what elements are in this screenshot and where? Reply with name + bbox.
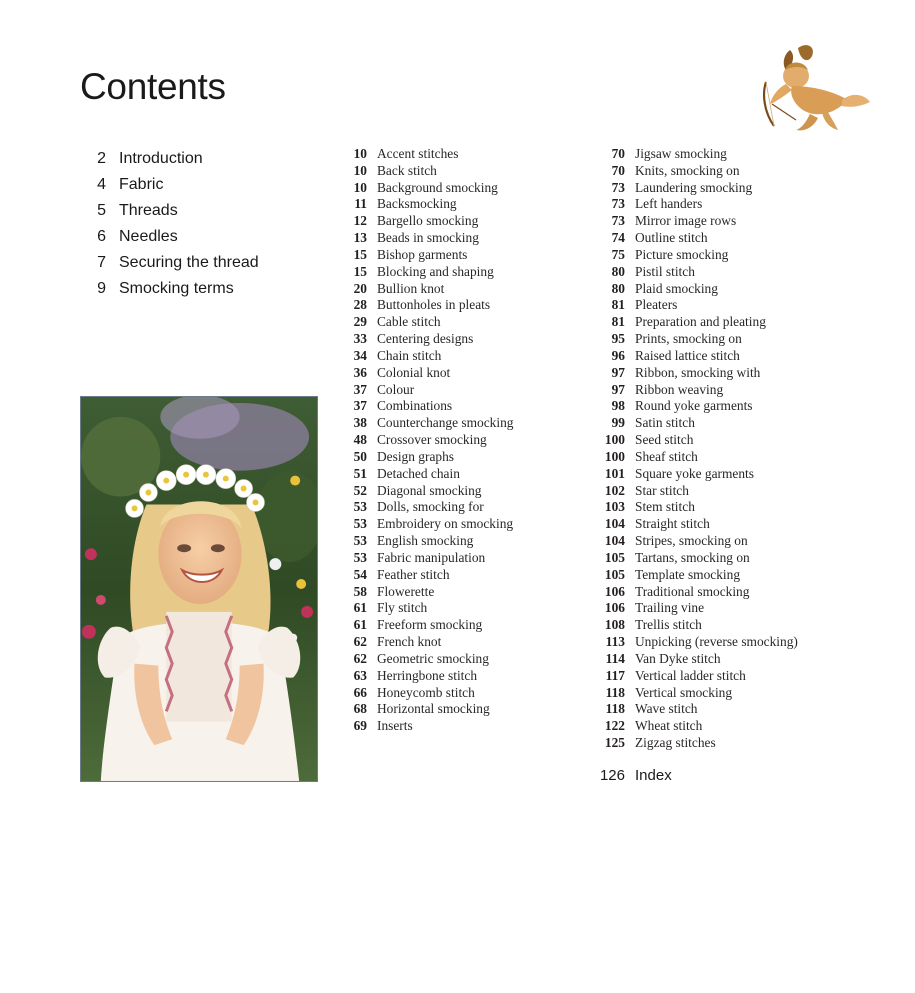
toc-entry[interactable]: [338, 365, 513, 382]
entry-title: Knits, smocking on: [635, 162, 740, 178]
entry-title: Van Dyke stitch: [635, 650, 721, 666]
toc-entry[interactable]: [594, 180, 798, 197]
entry-title: Satin stitch: [635, 415, 695, 431]
toc-entry[interactable]: [338, 146, 513, 163]
entry-title: Template smocking: [635, 566, 741, 582]
toc-entry[interactable]: [594, 668, 798, 685]
page-number: 20: [353, 280, 367, 296]
toc-main-item[interactable]: [80, 146, 300, 172]
toc-column-1: [338, 146, 513, 735]
toc-main-item[interactable]: [80, 250, 300, 276]
page-number: 80: [611, 263, 625, 279]
toc-entry[interactable]: [338, 483, 513, 500]
toc-entry[interactable]: [338, 449, 513, 466]
page-number: 37: [353, 398, 367, 414]
toc-entry[interactable]: [594, 718, 798, 735]
page-number: 58: [353, 583, 367, 599]
entry-title: Backsmocking: [377, 196, 457, 212]
toc-entry[interactable]: [338, 685, 513, 702]
entry-title: Fly stitch: [377, 600, 428, 616]
page-number: 10: [353, 146, 367, 161]
entry-title: Pistil stitch: [635, 263, 695, 279]
entry-title: Star stitch: [635, 482, 689, 498]
page-number: 114: [605, 650, 625, 666]
entry-title: Square yoke garments: [635, 465, 754, 481]
page-number: 15: [353, 263, 367, 279]
page-number: 81: [611, 314, 625, 330]
toc-entry[interactable]: [594, 415, 798, 432]
toc-entry[interactable]: [594, 483, 798, 500]
entry-title: Wheat stitch: [635, 718, 703, 734]
toc-entry[interactable]: [594, 600, 798, 617]
entry-title: Dolls, smocking for: [377, 499, 484, 515]
toc-entry[interactable]: [594, 247, 798, 264]
entry-title: Zigzag stitches: [635, 734, 716, 750]
page-number: 81: [611, 297, 625, 313]
page-number: 52: [353, 482, 367, 498]
entry-title: Sheaf stitch: [635, 448, 698, 464]
entry-title: Flowerette: [377, 583, 435, 599]
page-number: 33: [353, 331, 367, 347]
entry-title: Mirror image rows: [635, 213, 737, 229]
entry-title: Straight stitch: [635, 516, 710, 532]
page-number: 34: [353, 347, 367, 363]
page-number: 15: [353, 246, 367, 262]
page-number: 13: [353, 230, 367, 246]
entry-title: Beads in smocking: [377, 230, 479, 246]
section-title: Introduction: [119, 150, 203, 167]
section-title: Smocking terms: [119, 280, 234, 297]
entry-title: Vertical smocking: [635, 684, 733, 700]
page-number: 105: [604, 549, 625, 565]
index-title: Index: [635, 767, 672, 784]
toc-entry[interactable]: [338, 415, 513, 432]
page-number: 74: [611, 230, 625, 246]
toc-entry[interactable]: [594, 634, 798, 651]
entry-title: Centering designs: [377, 331, 474, 347]
toc-entry[interactable]: [338, 213, 513, 230]
page-number: 69: [353, 718, 367, 734]
entry-title: Inserts: [377, 718, 413, 734]
page-number: 106: [604, 600, 625, 616]
entry-title: Counterchange smocking: [377, 415, 514, 431]
toc-entry[interactable]: [338, 348, 513, 365]
page-number: 118: [605, 701, 625, 717]
toc-entry[interactable]: [594, 365, 798, 382]
toc-entry[interactable]: [594, 466, 798, 483]
toc-entry[interactable]: [594, 314, 798, 331]
page-number: 62: [353, 634, 367, 650]
page-number: 61: [353, 600, 367, 616]
entry-title: Fabric manipulation: [377, 549, 486, 565]
toc-entry[interactable]: [338, 516, 513, 533]
page-number: 118: [605, 684, 625, 700]
page-number: 29: [353, 314, 367, 330]
entry-title: Freeform smocking: [377, 617, 483, 633]
toc-entry[interactable]: [338, 617, 513, 634]
page-number: 75: [611, 246, 625, 262]
toc-entry[interactable]: [594, 516, 798, 533]
toc-main-item[interactable]: [80, 198, 300, 224]
toc-entry[interactable]: [338, 297, 513, 314]
entry-title: Outline stitch: [635, 230, 708, 246]
toc-entry[interactable]: [594, 213, 798, 230]
toc-entry[interactable]: [338, 281, 513, 298]
toc-entry[interactable]: [338, 163, 513, 180]
entry-title: Colour: [377, 381, 415, 397]
page-number: 2: [97, 150, 106, 167]
page-number: 100: [604, 432, 625, 448]
toc-entry[interactable]: [594, 163, 798, 180]
page-number: 48: [353, 432, 367, 448]
entry-title: Vertical ladder stitch: [635, 667, 746, 683]
entry-title: Buttonholes in pleats: [377, 297, 491, 313]
page-number: 117: [605, 667, 625, 683]
page-number: 99: [611, 415, 625, 431]
page-number: 113: [605, 634, 625, 650]
entry-title: Crossover smocking: [377, 432, 487, 448]
entry-title: Preparation and pleating: [635, 314, 766, 330]
page-number: 122: [604, 718, 625, 734]
toc-entry[interactable]: [594, 281, 798, 298]
entry-title: Pleaters: [635, 297, 678, 313]
entry-title: Jigsaw smocking: [635, 146, 727, 161]
entry-title: French knot: [377, 634, 442, 650]
toc-entry[interactable]: [594, 533, 798, 550]
entry-title: Trellis stitch: [635, 617, 702, 633]
entry-title: Prints, smocking on: [635, 331, 742, 347]
page-number: 10: [353, 162, 367, 178]
toc-entry[interactable]: [594, 685, 798, 702]
page-number: 54: [353, 566, 367, 582]
page-number: 70: [611, 162, 625, 178]
toc-entry[interactable]: [338, 668, 513, 685]
page-title: Contents: [80, 66, 226, 107]
toc-entry[interactable]: [594, 651, 798, 668]
entry-title: Design graphs: [377, 448, 454, 464]
page-number: 12: [353, 213, 367, 229]
page-number: 100: [604, 448, 625, 464]
toc-entry[interactable]: [338, 247, 513, 264]
toc-entry[interactable]: [338, 550, 513, 567]
page-number: 103: [604, 499, 625, 515]
toc-entry[interactable]: [338, 634, 513, 651]
toc-entry[interactable]: [338, 382, 513, 399]
page-number: 70: [611, 146, 625, 161]
toc-entry[interactable]: [338, 584, 513, 601]
toc-main-item[interactable]: [80, 224, 300, 250]
toc-column-2: [594, 146, 798, 752]
entry-title: Horizontal smocking: [377, 701, 490, 717]
toc-entry[interactable]: [594, 567, 798, 584]
entry-title: Stem stitch: [635, 499, 695, 515]
page-number: 66: [353, 684, 367, 700]
entry-title: Ribbon weaving: [635, 381, 724, 397]
entry-title: Bargello smocking: [377, 213, 479, 229]
toc-entry[interactable]: [338, 600, 513, 617]
page-number: 4: [97, 176, 106, 193]
page-number: 36: [353, 364, 367, 380]
entry-title: English smocking: [377, 533, 474, 549]
entry-title: Back stitch: [377, 162, 437, 178]
entry-title: Bishop garments: [377, 246, 468, 262]
toc-entry[interactable]: [338, 567, 513, 584]
entry-title: Herringbone stitch: [377, 667, 478, 683]
toc-entry[interactable]: [594, 584, 798, 601]
page-number: 38: [353, 415, 367, 431]
entry-title: Laundering smocking: [635, 179, 753, 195]
girl-photo: [80, 396, 318, 782]
cherub-illustration: [752, 42, 876, 134]
entry-title: Ribbon, smocking with: [635, 364, 761, 380]
page-number: 80: [611, 280, 625, 296]
toc-entry[interactable]: [338, 718, 513, 735]
entry-title: Unpicking (reverse smocking): [635, 634, 798, 650]
main-sections-list: [80, 146, 300, 302]
toc-entry[interactable]: [594, 382, 798, 399]
page-number: 61: [353, 617, 367, 633]
page-number: 104: [604, 533, 625, 549]
page-number: 63: [353, 667, 367, 683]
page-number: 53: [353, 549, 367, 565]
page-number: 73: [611, 213, 625, 229]
toc-entry[interactable]: [338, 264, 513, 281]
entry-title: Background smocking: [377, 179, 498, 195]
page-number: 11: [354, 196, 367, 212]
entry-title: Diagonal smocking: [377, 482, 482, 498]
toc-entry[interactable]: [338, 314, 513, 331]
page-number: 95: [611, 331, 625, 347]
entry-title: Traditional smocking: [635, 583, 750, 599]
toc-entry[interactable]: [594, 146, 798, 163]
page-number: 9: [97, 280, 106, 297]
page-number: 68: [353, 701, 367, 717]
toc-entry[interactable]: [338, 180, 513, 197]
entry-title: Stripes, smocking on: [635, 533, 748, 549]
toc-entry[interactable]: [594, 331, 798, 348]
page-number: 51: [353, 465, 367, 481]
toc-entry[interactable]: [594, 735, 798, 752]
section-title: Needles: [119, 228, 178, 245]
entry-title: Feather stitch: [377, 566, 450, 582]
page-number: 105: [604, 566, 625, 582]
page-number: 37: [353, 381, 367, 397]
page-number: 6: [97, 228, 106, 245]
entry-title: Raised lattice stitch: [635, 347, 740, 363]
page-number: 102: [604, 482, 625, 498]
section-title: Fabric: [119, 176, 164, 193]
toc-entry[interactable]: [594, 297, 798, 314]
page-number: 53: [353, 499, 367, 515]
entry-title: Trailing vine: [635, 600, 705, 616]
toc-main-item[interactable]: [80, 276, 300, 302]
entry-title: Picture smocking: [635, 246, 729, 262]
page-number: 106: [604, 583, 625, 599]
toc-entry[interactable]: [594, 264, 798, 281]
page-number: 98: [611, 398, 625, 414]
entry-title: Round yoke garments: [635, 398, 753, 414]
page-number: 125: [604, 734, 625, 750]
page-number: 96: [611, 347, 625, 363]
page-number: 97: [611, 381, 625, 397]
entry-title: Bullion knot: [377, 280, 445, 296]
toc-entry[interactable]: [338, 432, 513, 449]
page-number: 10: [353, 179, 367, 195]
page-number: 53: [353, 516, 367, 532]
entry-title: Geometric smocking: [377, 650, 489, 666]
toc-entry[interactable]: [594, 449, 798, 466]
toc-entry[interactable]: [594, 230, 798, 247]
toc-main-item[interactable]: [80, 172, 300, 198]
entry-title: Cable stitch: [377, 314, 441, 330]
toc-entry[interactable]: [338, 331, 513, 348]
toc-entry[interactable]: [594, 398, 798, 415]
entry-title: Combinations: [377, 398, 453, 414]
page-number: 53: [353, 533, 367, 549]
entry-title: Wave stitch: [635, 701, 698, 717]
entry-title: Accent stitches: [377, 146, 459, 161]
page-number: 5: [97, 202, 106, 219]
toc-entry[interactable]: [594, 348, 798, 365]
page-number: 73: [611, 196, 625, 212]
toc-entry[interactable]: [338, 651, 513, 668]
page-number: 62: [353, 650, 367, 666]
toc-entry[interactable]: [338, 533, 513, 550]
toc-entry[interactable]: [594, 550, 798, 567]
page-number: 104: [604, 516, 625, 532]
page-number: 7: [97, 254, 106, 271]
page-number: 126: [599, 767, 625, 784]
toc-entry[interactable]: [594, 701, 798, 718]
entry-title: Colonial knot: [377, 364, 451, 380]
entry-title: Left handers: [635, 196, 703, 212]
entry-title: Embroidery on smocking: [377, 516, 514, 532]
toc-entry[interactable]: [338, 398, 513, 415]
toc-index-item[interactable]: [594, 766, 672, 786]
toc-entry[interactable]: [594, 617, 798, 634]
section-title: Threads: [119, 202, 178, 219]
entry-title: Blocking and shaping: [377, 263, 494, 279]
page-number: 50: [353, 448, 367, 464]
section-title: Securing the thread: [119, 254, 259, 271]
page-number: 28: [353, 297, 367, 313]
page-number: 108: [604, 617, 625, 633]
toc-entry[interactable]: [338, 499, 513, 516]
toc-entry[interactable]: [338, 466, 513, 483]
entry-title: Detached chain: [377, 465, 460, 481]
entry-title: Plaid smocking: [635, 280, 718, 296]
toc-entry[interactable]: [338, 230, 513, 247]
page-number: 101: [604, 465, 625, 481]
toc-entry[interactable]: [338, 196, 513, 213]
entry-title: Tartans, smocking on: [635, 549, 750, 565]
toc-entry[interactable]: [338, 701, 513, 718]
toc-entry[interactable]: [594, 196, 798, 213]
entry-title: Chain stitch: [377, 347, 442, 363]
page-number: 73: [611, 179, 625, 195]
page-number: 97: [611, 364, 625, 380]
entry-title: Seed stitch: [635, 432, 694, 448]
toc-entry[interactable]: [594, 499, 798, 516]
entry-title: Honeycomb stitch: [377, 684, 475, 700]
toc-entry[interactable]: [594, 432, 798, 449]
